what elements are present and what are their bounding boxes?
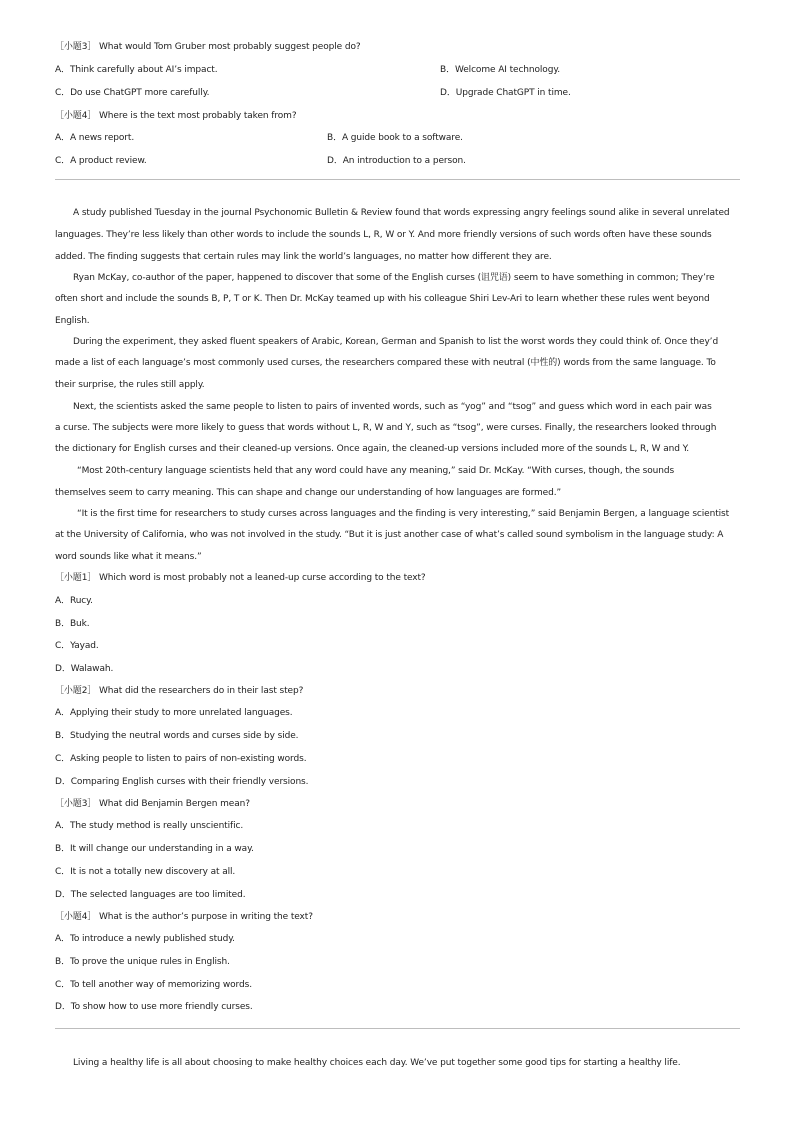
question-1-option-c: C．Yayad. (55, 641, 99, 651)
question-3-option-a: A．Think carefully about AI’s impact. (55, 65, 218, 75)
passage-line: A study published Tuesday in the journal Psychonomic Bulletin & Review found that words expressing angry feelings sound alike in several unrelated (73, 208, 730, 218)
section-divider (55, 179, 740, 180)
question-4-option-d: D．An introduction to a person. (327, 156, 466, 166)
question-4-option-c: C．To tell another way of memorizing words. (55, 980, 252, 990)
passage-line: Next, the scientists asked the same people to listen to pairs of invented words, such as “yog” and “tsog” and guess which word in each pair was (73, 402, 712, 412)
passage-line: the dictionary for English curses and their cleaned-up versions. Once again, the cleaned-up versions included more of the sounds L, R, W and Y. (55, 444, 689, 454)
passage-line: often short and include the sounds B, P, T or K. Then Dr. McKay teamed up with his colleague Shiri Lev-Ari to learn whether these rules went beyond (55, 294, 710, 304)
question-4-option-a: A．A news report. (55, 133, 135, 143)
passage-line: languages. They’re less likely than other words to include the sounds L, R, W or Y. And more friendly versions of such words often have these sounds (55, 230, 712, 240)
question-4-stem: ［小题4］ Where is the text most probably taken from? (55, 111, 297, 121)
question-4-option-a: A．To introduce a newly published study. (55, 934, 235, 944)
question-3-option-c: C．Do use ChatGPT more carefully. (55, 88, 210, 98)
question-4-option-c: C．A product review. (55, 156, 147, 166)
section-divider (55, 1028, 740, 1029)
question-4-option-b: B．A guide book to a software. (327, 133, 463, 143)
question-2-option-d: D．Comparing English curses with their friendly versions. (55, 777, 309, 787)
question-3-option-c: C．It is not a totally new discovery at all. (55, 867, 236, 877)
passage-line: themselves seem to carry meaning. This can shape and change our understanding of how languages are formed.” (55, 488, 562, 498)
passage-line: “Most 20th-century language scientists held that any word could have any meaning,” said Dr. McKay. “With curses, though, the sounds (77, 466, 675, 476)
question-1-option-a: A．Rucy. (55, 596, 93, 606)
passage-line: made a list of each language’s most commonly used curses, the researchers compared these with neutral (中性的) words from the same language. To (55, 358, 716, 368)
question-1-option-d: D．Walawah. (55, 664, 114, 674)
passage-line: Ryan McKay, co-author of the paper, happened to discover that some of the English curses (诅咒语) seem to have something in common; They’re (73, 273, 715, 283)
question-1-stem: ［小题1］ Which word is most probably not a leaned-up curse according to the text? (55, 573, 426, 583)
passage-line: their surprise, the rules still apply. (55, 380, 205, 390)
question-2-option-b: B．Studying the neutral words and curses side by side. (55, 731, 299, 741)
passage-line: added. The finding suggests that certain rules may link the world’s languages, no matter how different they are. (55, 252, 552, 262)
passage-line: a curse. The subjects were more likely to guess that words without L, R, W and Y, such as “tsog”, were curses. Finally, the researchers looked through (55, 423, 717, 433)
question-3-option-b: B．It will change our understanding in a way. (55, 844, 254, 854)
question-4-stem: ［小题4］ What is the author’s purpose in writing the text? (55, 912, 313, 922)
question-3-option-d: D．Upgrade ChatGPT in time. (440, 88, 571, 98)
passage-line: English. (55, 316, 90, 326)
question-3-option-b: B．Welcome AI technology. (440, 65, 561, 75)
question-1-option-b: B．Buk. (55, 619, 90, 629)
question-3-option-a: A．The study method is really unscientific. (55, 821, 244, 831)
question-3-option-d: D．The selected languages are too limited. (55, 890, 246, 900)
question-2-stem: ［小题2］ What did the researchers do in their last step? (55, 686, 304, 696)
question-4-option-d: D．To show how to use more friendly curses. (55, 1002, 253, 1012)
passage-line: During the experiment, they asked fluent speakers of Arabic, Korean, German and Spanish to list the worst words they could think of. Once they’d (73, 337, 719, 347)
next-passage-line: Living a healthy life is all about choosing to make healthy choices each day. We’ve put together some good tips for starting a healthy life. (73, 1058, 681, 1068)
question-4-option-b: B．To prove the unique rules in English. (55, 957, 230, 967)
question-2-option-c: C．Asking people to listen to pairs of non-existing words. (55, 754, 307, 764)
question-3-stem: ［小题3］ What did Benjamin Bergen mean? (55, 799, 250, 809)
passage-line: at the University of California, who was not involved in the study. “But it is just another case of what’s called sound symbolism in the language study: A (55, 530, 724, 540)
question-3-stem: ［小题3］ What would Tom Gruber most probably suggest people do? (55, 42, 361, 52)
question-2-option-a: A．Applying their study to more unrelated languages. (55, 708, 293, 718)
passage-line: word sounds like what it means.” (55, 552, 202, 562)
passage-line: “It is the first time for researchers to study curses across languages and the finding is very interesting,” said Benjamin Bergen, a language scientist (77, 509, 730, 519)
